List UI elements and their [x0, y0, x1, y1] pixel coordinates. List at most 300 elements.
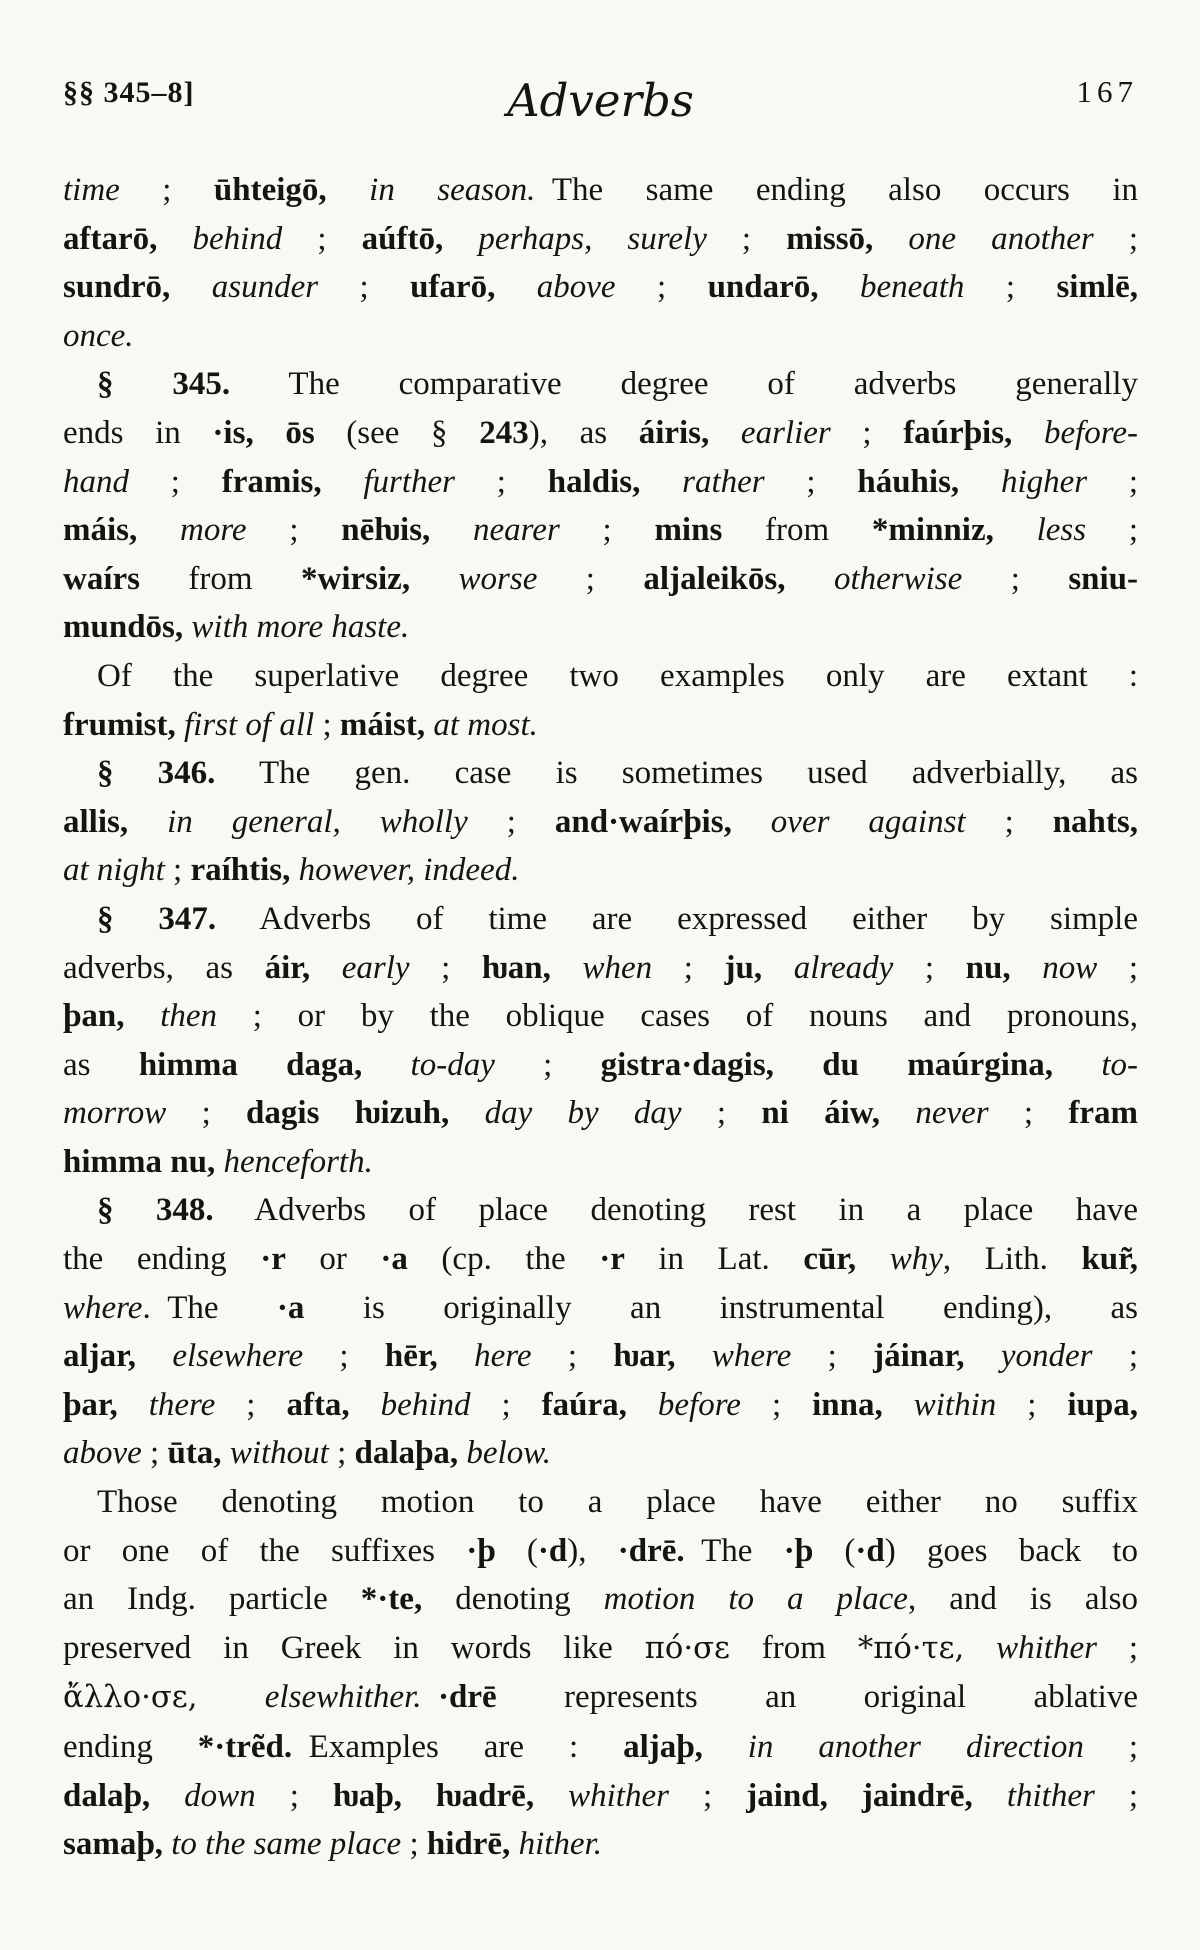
body-text: ;	[166, 1095, 247, 1132]
body-text: ;	[964, 269, 1057, 306]
body-text: ;	[1096, 1629, 1139, 1666]
text-line	[63, 360, 1138, 409]
gothic-word: iupa,	[1067, 1386, 1139, 1423]
gloss-text: in season.	[369, 172, 536, 208]
text-line	[63, 166, 1138, 215]
gloss-text: behind	[192, 220, 283, 257]
body-text: ;	[615, 269, 708, 306]
gothic-word: gistra·dagis, du maúrgina,	[600, 1046, 1054, 1083]
gloss-text: to-	[1101, 1046, 1138, 1083]
gothic-word: jáinar,	[873, 1338, 965, 1375]
gloss-text: why	[889, 1241, 943, 1278]
body-text: ;	[1094, 1777, 1139, 1814]
body-text: ;	[1092, 1338, 1138, 1375]
gloss-text: thither	[1006, 1777, 1095, 1814]
gothic-word: ·d	[855, 1532, 885, 1569]
text-line	[63, 1429, 1138, 1478]
body-text: ;	[494, 1046, 601, 1083]
gloss-text: already	[793, 949, 894, 986]
gloss-text: to-day	[410, 1046, 495, 1083]
gothic-word: ·drē.	[617, 1532, 685, 1569]
gloss-text: henceforth.	[223, 1143, 373, 1180]
body-text: ;	[467, 803, 555, 840]
body-text: ;	[706, 220, 787, 257]
body-text: ;	[1087, 463, 1139, 500]
body-text: ;	[668, 1777, 747, 1814]
body-text: ;	[681, 1095, 762, 1132]
text-line	[63, 409, 1138, 458]
body-text	[856, 1241, 890, 1277]
text-line	[63, 1138, 1138, 1187]
body-text: represents an original ablative	[496, 1679, 1138, 1716]
body-text	[1011, 950, 1043, 986]
page-body	[63, 166, 1138, 1869]
gothic-word: dalaþ,	[63, 1777, 151, 1814]
gloss-text: more	[179, 512, 247, 549]
body-text: in Lat.	[624, 1241, 804, 1278]
body-text: or	[285, 1241, 381, 1278]
gloss-text: without	[229, 1435, 329, 1472]
gothic-word: ·a	[276, 1289, 305, 1326]
gloss-text: however, indeed.	[298, 852, 520, 889]
body-text: The	[684, 1532, 784, 1569]
gothic-word: aúftō,	[361, 220, 444, 257]
body-text	[422, 1679, 439, 1715]
text-line	[63, 1527, 1138, 1576]
body-text: ; or by the oblique cases of nouns and pronouns,	[217, 998, 1138, 1035]
body-text	[449, 1095, 484, 1131]
body-text: ;	[962, 560, 1069, 597]
gothic-word: háuhis,	[857, 463, 960, 500]
body-text: (see §	[314, 414, 480, 451]
gothic-word: máis,	[63, 512, 138, 549]
text-line	[63, 1772, 1138, 1821]
body-text: is originally an instrumental ending), as	[304, 1289, 1138, 1326]
text-line	[63, 603, 1138, 652]
body-text: ;	[141, 1435, 168, 1472]
body-text	[290, 852, 298, 888]
text-line	[63, 1186, 1138, 1235]
body-text	[534, 1778, 568, 1814]
body-text: Examples are :	[292, 1729, 624, 1765]
gloss-text: one another	[908, 220, 1094, 257]
gloss-text: higher	[1000, 463, 1088, 500]
gloss-text: there	[148, 1386, 216, 1423]
body-text: ;	[470, 1386, 542, 1423]
gothic-word: missō,	[786, 220, 874, 257]
gloss-text: with more haste.	[191, 609, 410, 646]
gothic-word: ūhteigō,	[213, 172, 327, 208]
body-text	[510, 1826, 518, 1862]
gothic-word: aljar,	[63, 1338, 137, 1375]
gloss-text: when	[582, 949, 653, 986]
body-text	[170, 269, 211, 305]
body-text: The gen. case is sometimes used adverbially, as	[215, 755, 1138, 792]
gothic-word: cūr,	[803, 1241, 857, 1278]
gloss-text: further	[363, 463, 456, 500]
gloss-text: below.	[466, 1435, 552, 1472]
body-text	[322, 464, 364, 500]
body-text: ;	[255, 1777, 333, 1814]
page-number: 167	[1076, 74, 1138, 109]
text-line	[63, 263, 1138, 312]
gothic-word: afta,	[286, 1386, 350, 1423]
body-text: ;	[1083, 1729, 1138, 1765]
body-text: ;	[303, 1338, 385, 1375]
gothic-word: allis,	[63, 803, 129, 840]
gothic-word: sundrō,	[63, 269, 171, 306]
body-text: ;	[455, 463, 548, 500]
body-text	[819, 269, 860, 305]
body-text: ;	[164, 852, 191, 889]
gothic-word: himma daga,	[138, 1046, 363, 1083]
text-line	[63, 798, 1138, 847]
gothic-word: haldis,	[547, 463, 641, 500]
gothic-word: aljaleikōs,	[643, 560, 786, 597]
body-text: ),	[567, 1532, 618, 1569]
gothic-word: ·þ	[466, 1532, 496, 1569]
gothic-word: undarō,	[707, 269, 819, 306]
gothic-word: ju,	[724, 949, 763, 986]
body-text: Of the superlative degree two examples only are extant :	[97, 657, 1138, 694]
body-text	[222, 1435, 230, 1471]
body-text: an Indg. particle	[63, 1581, 361, 1618]
page-header	[63, 74, 1138, 130]
body-text	[1053, 1047, 1101, 1083]
text-line	[63, 944, 1138, 993]
text-line	[63, 1723, 1138, 1772]
gloss-text: down	[184, 1777, 256, 1814]
gothic-word: dalaþa,	[354, 1435, 459, 1472]
text-line	[63, 701, 1138, 750]
body-text	[443, 221, 478, 257]
body-text	[959, 464, 1001, 500]
body-text: ;	[830, 414, 904, 451]
gloss-text: to the same place	[171, 1826, 402, 1863]
section-range: §§ 345–8]	[63, 76, 195, 109]
body-text: (cp. the	[407, 1241, 600, 1278]
body-text	[176, 707, 184, 743]
gothic-word: ufarō,	[410, 269, 496, 306]
gothic-word: ·þ	[783, 1532, 814, 1569]
gloss-text: first of all	[183, 706, 315, 743]
greek-word: ἄλλο·σε,	[63, 1680, 198, 1716]
body-text: ;	[246, 512, 342, 549]
gloss-text: elsewhither.	[264, 1679, 422, 1716]
text-line	[63, 652, 1138, 701]
body-text	[703, 1729, 748, 1765]
body-text: ends in	[63, 414, 213, 451]
body-text	[973, 1778, 1007, 1814]
gloss-text: nearer	[473, 512, 560, 549]
gothic-word: himma nu,	[63, 1143, 216, 1180]
gothic-word: fram	[1068, 1095, 1139, 1132]
body-text	[136, 1338, 172, 1374]
body-text	[873, 221, 908, 257]
body-text: ;	[409, 949, 482, 986]
gloss-text: here	[474, 1338, 532, 1375]
body-text	[118, 1387, 149, 1423]
gothic-word: ·is, ōs	[212, 414, 315, 451]
gloss-text: in general, wholly	[167, 803, 468, 840]
body-text: ;	[893, 949, 966, 986]
gloss-text: in another direction	[747, 1729, 1084, 1765]
text-line	[63, 1381, 1138, 1430]
body-text: ;	[559, 512, 655, 549]
gothic-word: raíhtis,	[190, 852, 291, 889]
body-text	[430, 512, 473, 548]
gothic-word: ūta,	[167, 1435, 222, 1472]
body-text: ;	[965, 803, 1053, 840]
gothic-word: § 345.	[97, 366, 231, 403]
body-text	[551, 950, 583, 986]
body-text: denoting	[422, 1581, 604, 1618]
body-text	[124, 998, 160, 1034]
body-text	[362, 1047, 410, 1083]
body-text: ;	[537, 560, 644, 597]
body-text	[627, 1387, 658, 1423]
body-text: Those denoting motion to a place have either no suffix	[97, 1484, 1138, 1521]
body-text	[786, 561, 834, 597]
gothic-word: § 346.	[97, 755, 216, 792]
body-text: (	[495, 1532, 538, 1569]
gloss-text: time	[63, 172, 120, 208]
gothic-word: dagis ƕizuh,	[246, 1095, 450, 1132]
body-text: from	[140, 560, 302, 597]
gothic-word: sniu-	[1068, 560, 1139, 597]
body-text: ;	[1086, 512, 1138, 549]
gothic-word: ·d	[537, 1532, 568, 1569]
gloss-text: now	[1042, 949, 1098, 986]
body-text: or one of the suffixes	[63, 1532, 467, 1569]
body-text	[350, 1387, 381, 1423]
body-text: ;	[328, 1435, 355, 1472]
text-line	[63, 1673, 1138, 1723]
gloss-text: where	[63, 1289, 143, 1326]
gloss-text: behind	[380, 1386, 471, 1423]
text-line	[63, 1820, 1138, 1869]
body-text: ;	[1097, 949, 1139, 986]
text-line	[63, 1089, 1138, 1138]
text-line	[63, 992, 1138, 1041]
greek-word: *πό·τε,	[857, 1630, 965, 1666]
body-text	[310, 950, 342, 986]
gothic-word: hēr,	[384, 1338, 438, 1375]
body-text: , and is also	[907, 1581, 1138, 1618]
body-text: ;	[119, 172, 214, 208]
gloss-text: over against	[770, 803, 966, 840]
body-text: The comparative degree of adverbs generally	[230, 366, 1139, 403]
body-text: preserved in Greek in words like	[63, 1629, 645, 1666]
gloss-text: hand	[63, 463, 129, 500]
gloss-text: otherwise	[833, 560, 963, 597]
body-text	[880, 1095, 915, 1131]
body-text: ;	[318, 269, 411, 306]
gothic-word: mundōs,	[63, 609, 184, 646]
gothic-word: 243	[479, 414, 529, 451]
gloss-text: at most.	[433, 706, 538, 743]
gloss-text: once.	[63, 317, 134, 354]
gothic-word: nēƕis,	[341, 512, 431, 549]
body-text: the ending	[63, 1241, 261, 1278]
gloss-text: rather	[682, 463, 765, 500]
gothic-word: ƕaþ, ƕadrē,	[332, 1777, 535, 1814]
body-text: Adverbs of time are expressed either by simple	[216, 900, 1138, 937]
body-text	[150, 1778, 184, 1814]
text-line	[63, 506, 1138, 555]
gloss-text: whither	[996, 1629, 1097, 1666]
gothic-word: § 347.	[97, 900, 217, 937]
body-text: Adverbs of place denoting rest in a place have	[213, 1192, 1139, 1229]
body-text	[965, 1338, 1001, 1374]
gothic-word: *·trẽd.	[197, 1729, 293, 1765]
body-text: ;	[401, 1826, 427, 1863]
gothic-word: samaþ,	[63, 1826, 163, 1863]
gothic-word: hidrē,	[426, 1826, 511, 1863]
gothic-word: and·waírþis,	[554, 803, 732, 840]
body-text: . The	[142, 1289, 277, 1326]
body-text	[640, 464, 682, 500]
body-text: ;	[652, 949, 725, 986]
body-text: ;	[791, 1338, 874, 1375]
gloss-text: never	[915, 1095, 989, 1132]
body-text	[327, 172, 369, 208]
body-text	[438, 1338, 474, 1374]
gloss-text: above	[63, 1435, 142, 1472]
gothic-word: kur̃,	[1081, 1241, 1139, 1278]
gothic-word: ni áiw,	[761, 1095, 881, 1132]
gothic-word: ·r	[599, 1241, 625, 1278]
gothic-word: þan,	[63, 998, 125, 1035]
body-text	[410, 561, 458, 597]
gloss-text: where	[711, 1338, 792, 1375]
gloss-text: yonder	[1000, 1338, 1093, 1375]
body-text	[676, 1338, 712, 1374]
body-text: ;	[988, 1095, 1069, 1132]
body-text: ;	[282, 220, 362, 257]
body-text: ;	[740, 1386, 813, 1423]
gloss-text: motion to a place	[603, 1581, 908, 1618]
gloss-text: then	[160, 998, 218, 1035]
body-text: , Lith.	[942, 1241, 1082, 1278]
body-text: ;	[531, 1338, 614, 1375]
gothic-word: *wirsiz,	[301, 560, 411, 597]
gothic-word: simlē,	[1056, 269, 1139, 306]
gloss-text: morrow	[63, 1095, 167, 1132]
gloss-text: perhaps, surely	[478, 220, 707, 257]
body-text	[964, 1630, 996, 1666]
gothic-word: framis,	[221, 463, 322, 500]
gloss-text: early	[341, 949, 410, 986]
text-line	[63, 555, 1138, 604]
text-line	[63, 458, 1138, 507]
gloss-text: elsewhere	[172, 1338, 304, 1375]
gloss-text: within	[913, 1386, 997, 1423]
body-text: ) goes back to	[884, 1532, 1138, 1569]
text-line	[63, 1478, 1138, 1527]
body-text	[762, 950, 794, 986]
gothic-word: mins	[654, 512, 723, 549]
text-line	[63, 1624, 1138, 1674]
body-text: adverbs, as	[63, 949, 265, 986]
gothic-word: áir,	[264, 949, 311, 986]
gothic-word: *minniz,	[871, 512, 994, 549]
text-line	[63, 749, 1138, 798]
body-text	[163, 1826, 171, 1862]
body-text: ;	[764, 463, 858, 500]
gloss-text: day by day	[484, 1095, 682, 1132]
gloss-text: hither.	[518, 1826, 602, 1863]
gothic-word: *·te,	[360, 1581, 423, 1618]
gloss-text: above	[536, 269, 616, 306]
text-line	[63, 895, 1138, 944]
gloss-text: earlier	[740, 414, 831, 451]
greek-word: πό·σε	[644, 1630, 730, 1666]
text-line	[63, 1332, 1138, 1381]
gothic-word: þar,	[63, 1386, 118, 1423]
gloss-text: worse	[458, 560, 538, 597]
running-title: Adverbs	[507, 74, 694, 127]
gothic-word: ƕan,	[481, 949, 551, 986]
gothic-word: waírs	[63, 560, 140, 597]
body-text	[157, 221, 192, 257]
gothic-word: faúrþis,	[903, 414, 1013, 451]
gloss-text: before-	[1043, 414, 1139, 451]
gothic-word: frumist,	[63, 706, 176, 743]
gothic-word: nu,	[965, 949, 1011, 986]
gloss-text: at night	[63, 852, 165, 889]
text-line	[63, 846, 1138, 895]
gothic-word: ·r	[260, 1241, 286, 1278]
gloss-text: whither	[568, 1777, 669, 1814]
text-line	[63, 1235, 1138, 1284]
gloss-text: asunder	[211, 269, 319, 306]
body-text: ;	[1093, 220, 1139, 257]
body-text: from	[722, 512, 872, 549]
body-text: ), as	[528, 414, 639, 451]
gothic-word: § 348.	[97, 1192, 214, 1229]
body-text: The same ending also occurs in	[535, 172, 1139, 208]
body-text	[128, 804, 167, 840]
gothic-word: ·a	[380, 1241, 408, 1278]
body-text	[137, 512, 180, 548]
text-line	[63, 312, 1138, 361]
gothic-word: faúra,	[541, 1386, 627, 1423]
body-text: ;	[215, 1386, 287, 1423]
body-text: ;	[129, 463, 222, 500]
gothic-word: jaind, jaindrē,	[746, 1777, 973, 1814]
gothic-word: aljaþ,	[623, 1729, 703, 1765]
body-text: as	[63, 1046, 139, 1083]
body-text	[709, 415, 741, 451]
gloss-text: beneath	[859, 269, 965, 306]
text-line	[63, 1575, 1138, 1624]
body-text	[994, 512, 1037, 548]
text-line	[63, 1041, 1138, 1090]
gothic-word: ƕar,	[613, 1338, 676, 1375]
gothic-word: ·drē	[438, 1679, 497, 1716]
text-line	[63, 1284, 1138, 1333]
gothic-word: áiris,	[638, 414, 710, 451]
text-line	[63, 215, 1138, 264]
body-text	[883, 1387, 914, 1423]
body-text: from	[729, 1629, 858, 1666]
body-text	[495, 269, 536, 305]
gothic-word: máist,	[339, 706, 426, 743]
gothic-word: inna,	[812, 1386, 883, 1423]
body-text	[197, 1679, 264, 1715]
body-text: ;	[314, 706, 340, 743]
